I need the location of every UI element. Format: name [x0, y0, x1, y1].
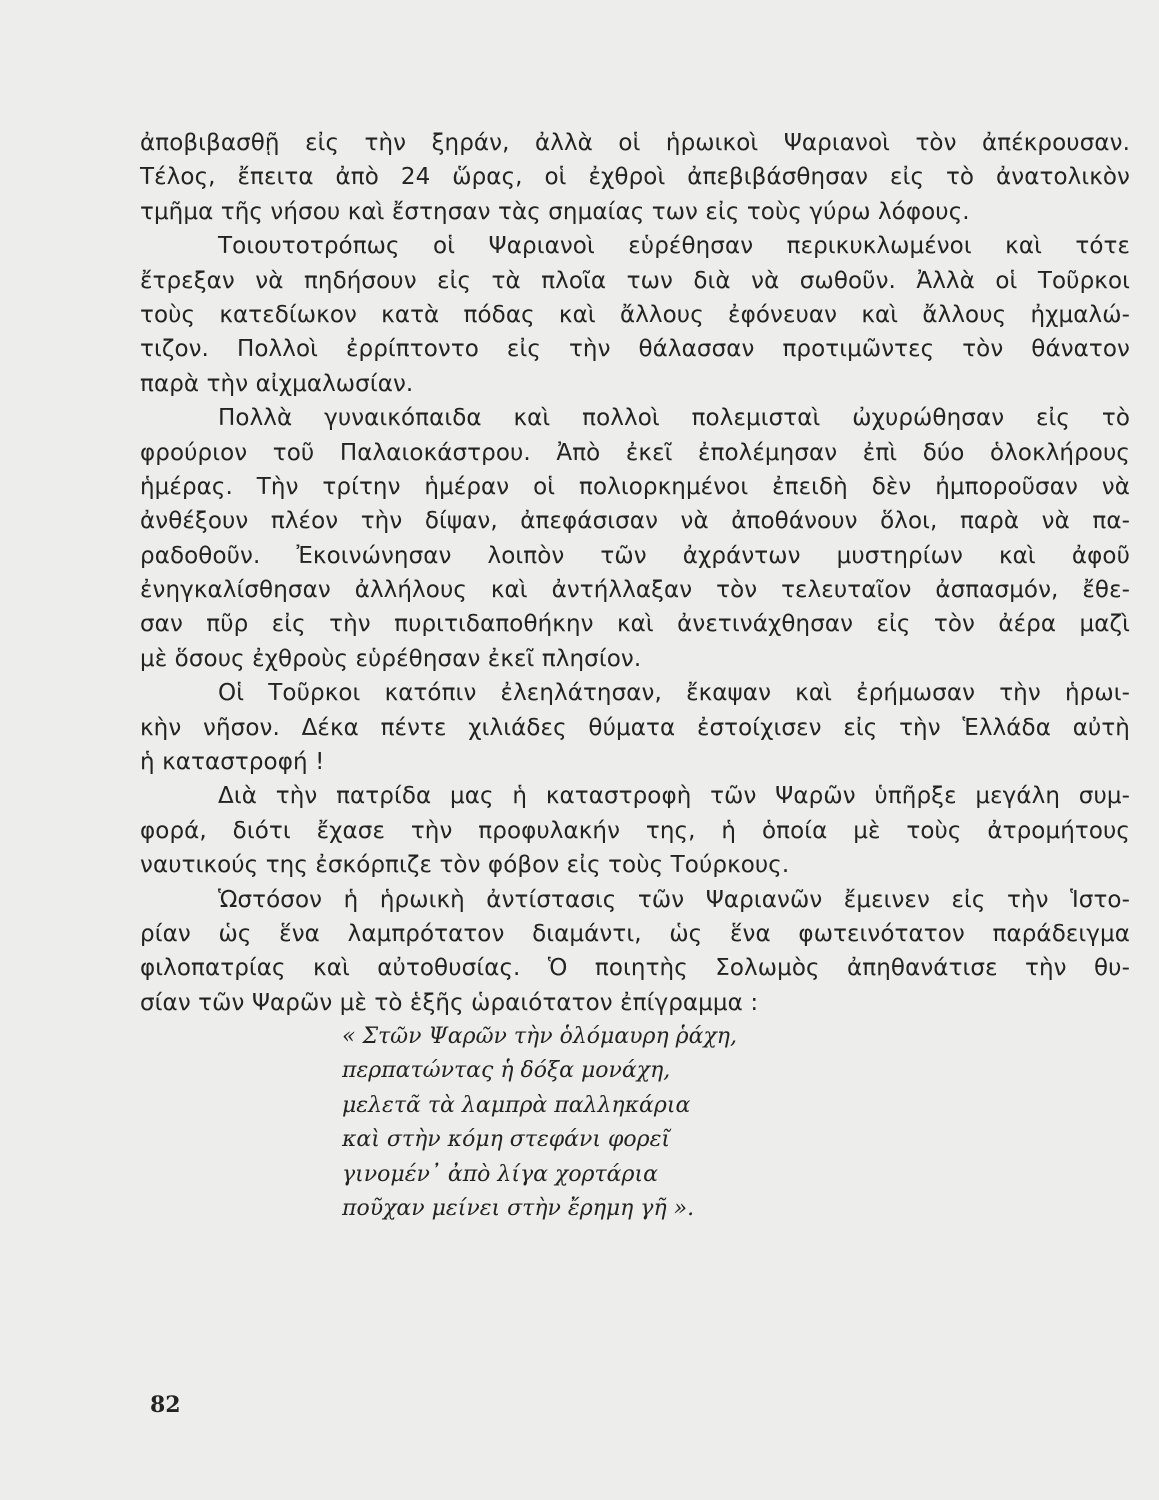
poem-line: μελετᾶ τὰ λαμπρὰ παλληκάρια	[342, 1092, 691, 1118]
text-line: Τοιουτοτρόπως οἱ Ψαριανοὶ εὑρέθησαν περικυκλωμένοι καὶ τότε	[218, 233, 1130, 260]
text-line: τμῆμα τῆς νήσου καὶ ἔστησαν τὰς σημαίας των εἰς τοὺς γύρω λόφους.	[140, 198, 970, 225]
text-line: σίαν τῶν Ψαρῶν μὲ τὸ ἑξῆς ὡραιότατον ἐπίγραμμα :	[140, 989, 759, 1016]
poem-line: ποῦχαν μείνει στὴν ἔρημη γῆ ».	[342, 1195, 695, 1221]
text-line: ἀνθέξουν πλέον τὴν δίψαν, ἀπεφάσισαν νὰ ἀποθάνουν ὅλοι, παρὰ νὰ πα-	[140, 508, 1130, 535]
text-line: Διὰ τὴν πατρίδα μας ἡ καταστροφὴ τῶν Ψαρῶν ὑπῆρξε μεγάλη συμ-	[218, 783, 1130, 810]
epigram-poem	[342, 1020, 902, 1226]
text-line: παρὰ τὴν αἰχμαλωσίαν.	[140, 370, 414, 397]
text-line: ἔτρεξαν νὰ πηδήσουν εἰς τὰ πλοῖα των διὰ νὰ σωθοῦν. Ἀλλὰ οἱ Τοῦρκοι	[140, 267, 1130, 294]
text-line: Οἱ Τοῦρκοι κατόπιν ἐλεηλάτησαν, ἔκαψαν καὶ ἐρήμωσαν τὴν ἡρωι-	[218, 680, 1130, 707]
poem-line: γινομέν᾽ ἀπὸ λίγα χορτάρια	[342, 1161, 658, 1187]
text-line: κὴν νῆσον. Δέκα πέντε χιλιάδες θύματα ἐστοίχισεν εἰς τὴν Ἑλλάδα αὐτὴ	[140, 714, 1130, 741]
body-text	[140, 126, 1130, 1020]
text-line: Πολλὰ γυναικόπαιδα καὶ πολλοὶ πολεμισταὶ ὠχυρώθησαν εἰς τὸ	[218, 405, 1130, 432]
text-line: φρούριον τοῦ Παλαιοκάστρου. Ἀπὸ ἐκεῖ ἐπολέμησαν ἐπὶ δύο ὁλοκλήρους	[140, 439, 1130, 466]
text-line: ἡ καταστροφή !	[140, 749, 325, 776]
text-line: ρίαν ὡς ἕνα λαμπρότατον διαμάντι, ὡς ἕνα φωτεινότατον παράδειγμα	[140, 920, 1130, 947]
poem-line: « Στῶν Ψαρῶν τὴν ὁλόμαυρη ῥάχη,	[342, 1024, 737, 1049]
text-line: ἡμέρας. Τὴν τρίτην ἡμέραν οἱ πολιορκημένοι ἐπειδὴ δὲν ἠμποροῦσαν νὰ	[140, 473, 1130, 500]
text-line: τοὺς κατεδίωκον κατὰ πόδας καὶ ἄλλους ἐφόνευαν καὶ ἄλλους ἠχμαλώ-	[140, 301, 1130, 328]
text-line: τιζον. Πολλοὶ ἐρρίπτοντο εἰς τὴν θάλασσαν προτιμῶντες τὸν θάνατον	[140, 336, 1130, 363]
page-number: 82	[150, 1392, 181, 1418]
text-line: Τέλος, ἔπειτα ἀπὸ 24 ὥρας, οἱ ἐχθροὶ ἀπεβιβάσθησαν εἰς τὸ ἀνατολικὸν	[140, 164, 1130, 191]
text-line: μὲ ὅσους ἐχθροὺς εὑρέθησαν ἐκεῖ πλησίον.	[140, 645, 642, 672]
poem-line: καὶ στὴν κόμη στεφάνι φορεῖ	[342, 1127, 671, 1153]
text-line: φιλοπατρίας καὶ αὐτοθυσίας. Ὁ ποιητὴς Σολωμὸς ἀπηθανάτισε τὴν θυ-	[140, 955, 1130, 982]
text-line: ραδοθοῦν. Ἐκοινώνησαν λοιπὸν τῶν ἀχράντων μυστηρίων καὶ ἀφοῦ	[140, 542, 1130, 569]
text-line: φορά, διότι ἔχασε τὴν προφυλακήν της, ἡ ὁποία μὲ τοὺς ἀτρομήτους	[140, 817, 1130, 844]
text-line: ἀποβιβασθῇ εἰς τὴν ξηράν, ἀλλὰ οἱ ἡρωικοὶ Ψαριανοὶ τὸν ἀπέκρουσαν.	[140, 130, 1130, 156]
text-line: Ὡστόσον ἡ ἡρωικὴ ἀντίστασις τῶν Ψαριανῶν ἔμεινεν εἰς τὴν Ἱστο-	[218, 886, 1130, 913]
poem-line: περπατώντας ἡ δόξα μονάχη,	[342, 1058, 671, 1084]
text-line: σαν πῦρ εἰς τὴν πυριτιδαποθήκην καὶ ἀνετινάχθησαν εἰς τὸν ἀέρα μαζὶ	[140, 611, 1130, 638]
text-line: ναυτικούς της ἐσκόρπιζε τὸν φόβον εἰς τοὺς Τούρκους.	[140, 852, 790, 879]
text-line: ἐνηγκαλίσθησαν ἀλλήλους καὶ ἀντήλλαξαν τὸν τελευταῖον ἀσπασμόν, ἔθε-	[140, 577, 1130, 604]
